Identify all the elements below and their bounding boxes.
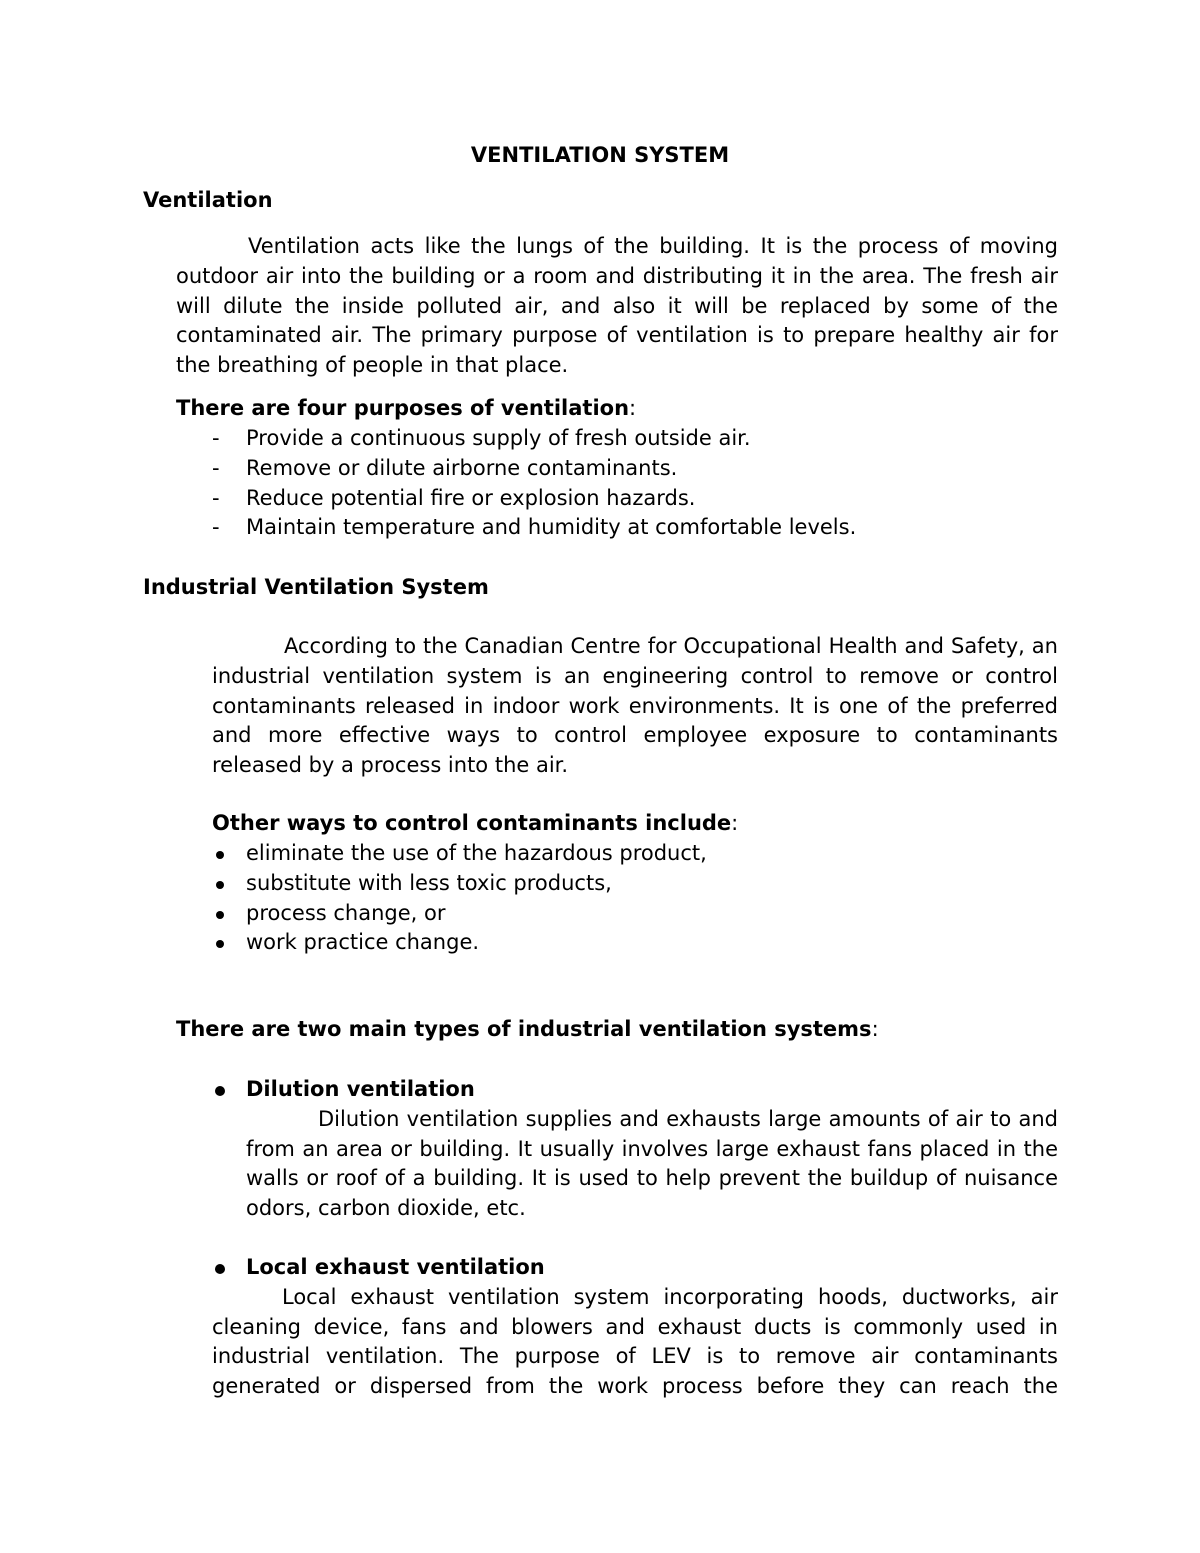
purpose-text: Maintain temperature and humidity at comfortable levels. <box>246 515 857 540</box>
list-item <box>212 1253 1058 1402</box>
type-description-local-exhaust-text: Local exhaust ventilation system incorporating hoods, ductworks, air cleaning device, fans and blowers and exhaust ducts is commonly used in industrial ventilation. The purpose of LEV is to remove air contaminants generated or dispersed from the work process before they can reach the <box>212 1284 1058 1399</box>
purpose-text: Remove or dilute airborne contaminants. <box>246 455 678 480</box>
purposes-heading-colon: : <box>629 396 637 420</box>
list-item <box>212 454 856 484</box>
purposes-heading-text: There are four purposes of ventilation <box>176 396 630 420</box>
bullet-icon <box>215 1086 225 1096</box>
types-list <box>212 1075 1058 1224</box>
section-heading-ventilation: Ventilation <box>143 188 273 212</box>
list-item <box>212 484 856 514</box>
bullet-icon <box>215 1264 225 1274</box>
section-heading-industrial-ventilation: Industrial Ventilation System <box>143 575 489 599</box>
dash-marker: - <box>212 426 220 450</box>
other-ways-heading-text: Other ways to control contaminants include <box>212 811 732 835</box>
other-way-text: substitute with less toxic products, <box>246 870 612 895</box>
dash-marker: - <box>212 515 220 540</box>
purposes-heading <box>176 396 636 420</box>
other-way-text: process change, or <box>246 900 446 925</box>
list-item <box>212 869 707 899</box>
industrial-ventilation-paragraph <box>212 632 1058 781</box>
types-heading <box>176 1017 879 1041</box>
list-item <box>212 1075 1058 1224</box>
bullet-icon <box>216 940 224 948</box>
type-name-dilution: Dilution ventilation <box>246 1077 475 1101</box>
type-name-local-exhaust: Local exhaust ventilation <box>246 1255 545 1279</box>
list-item <box>212 928 707 958</box>
purpose-text: Reduce potential fire or explosion hazards. <box>246 485 696 510</box>
other-ways-heading <box>212 811 738 835</box>
list-item <box>212 513 856 543</box>
purpose-text: Provide a continuous supply of fresh outside air. <box>246 426 751 450</box>
ventilation-paragraph-text: Ventilation acts like the lungs of the building. It is the process of moving outdoor air into the building or a room and distributing it in the area. The fresh air will dilute the inside polluted air, and also it will be replaced by some of the contaminated air. The primary purpose of ventilation is to prepare healthy air for the breathing of people in that place. <box>176 234 1058 378</box>
list-item <box>212 899 707 929</box>
purposes-list <box>212 424 856 543</box>
dash-marker: - <box>212 455 220 480</box>
bullet-icon <box>216 851 224 859</box>
type-description-dilution <box>246 1105 1058 1224</box>
types-heading-text: There are two main types of industrial ventilation systems <box>176 1017 872 1041</box>
industrial-ventilation-paragraph-text: According to the Canadian Centre for Occupational Health and Safety, an industrial ventilation system is an engineering control to remove or control contaminants released in indoor work environments. It is one of the preferred and more effective ways to control employee exposure to contaminants released by a process into the air. <box>212 634 1058 778</box>
type-description-dilution-text: Dilution ventilation supplies and exhausts large amounts of air to and from an area or building. It usually involves large exhaust fans placed in the walls or roof of a building. It is used to help prevent the buildup of nuisance odors, carbon dioxide, etc. <box>246 1106 1058 1221</box>
other-way-text: work practice change. <box>246 930 480 955</box>
dash-marker: - <box>212 485 220 510</box>
types-list-2 <box>212 1253 1058 1402</box>
type-description-local-exhaust <box>212 1283 1058 1402</box>
other-ways-heading-colon: : <box>731 811 739 835</box>
document-title: VENTILATION SYSTEM <box>470 143 730 167</box>
list-item <box>212 839 707 869</box>
bullet-icon <box>216 881 224 889</box>
bullet-icon <box>216 911 224 919</box>
types-heading-colon: : <box>871 1017 879 1041</box>
ventilation-paragraph <box>176 232 1058 381</box>
list-item <box>212 424 856 454</box>
other-way-text: eliminate the use of the hazardous product, <box>246 841 707 865</box>
other-ways-list <box>212 839 707 958</box>
